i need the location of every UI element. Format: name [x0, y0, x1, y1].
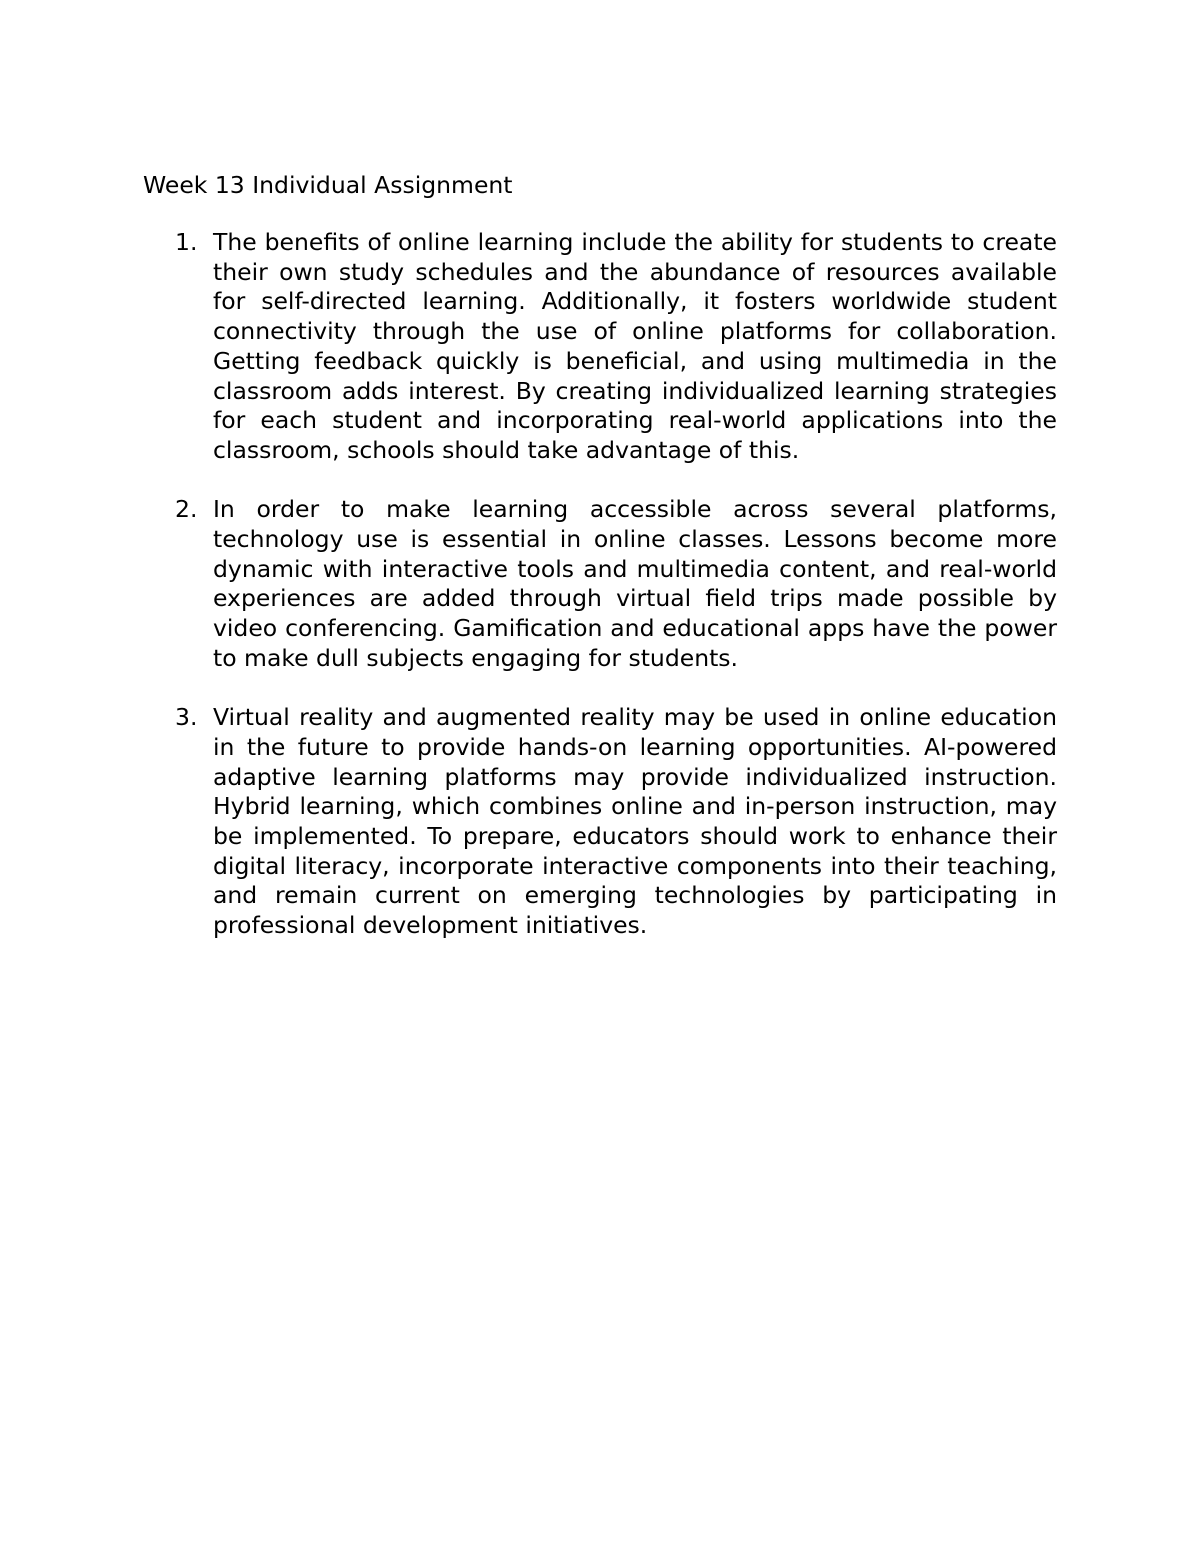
- answer-item-3: [143, 703, 1057, 941]
- answer-number: 3.: [175, 703, 198, 732]
- answer-text: The benefits of online learning include the ability for students to create their own study schedules and the abundance of resources available for self-directed learning. Additionally, it fosters worldwide student connectivity through the use of online platforms for collaboration. Getting feedback quickly is beneficial, and using multimedia in the classroom adds interest. By creating individualized learning strategies for each student and incorporating real-world applications into the classroom, schools should take advantage of this.: [213, 228, 1057, 464]
- answer-item-1: [143, 228, 1057, 466]
- answer-text: In order to make learning accessible across several platforms, technology use is essential in online classes. Lessons become more dynamic with interactive tools and multimedia content, and real-world experiences are added through virtual field trips made possible by video conferencing. Gamification and educational apps have the power to make dull subjects engaging for students.: [213, 495, 1057, 672]
- answer-number: 2.: [175, 495, 198, 524]
- answer-text: Virtual reality and augmented reality may be used in online education in the future to provide hands-on learning opportunities. AI-powered adaptive learning platforms may provide individualized instruction. Hybrid learning, which combines online and in-person instruction, may be implemented. To prepare, educators should work to enhance their digital literacy, incorporate interactive components into their teaching, and remain current on emerging technologies by participating in professional development initiatives.: [213, 703, 1057, 940]
- answer-list: [143, 228, 1057, 971]
- answer-item-2: [143, 495, 1057, 673]
- answer-number: 1.: [175, 228, 198, 256]
- document-title: Week 13 Individual Assignment: [143, 171, 513, 199]
